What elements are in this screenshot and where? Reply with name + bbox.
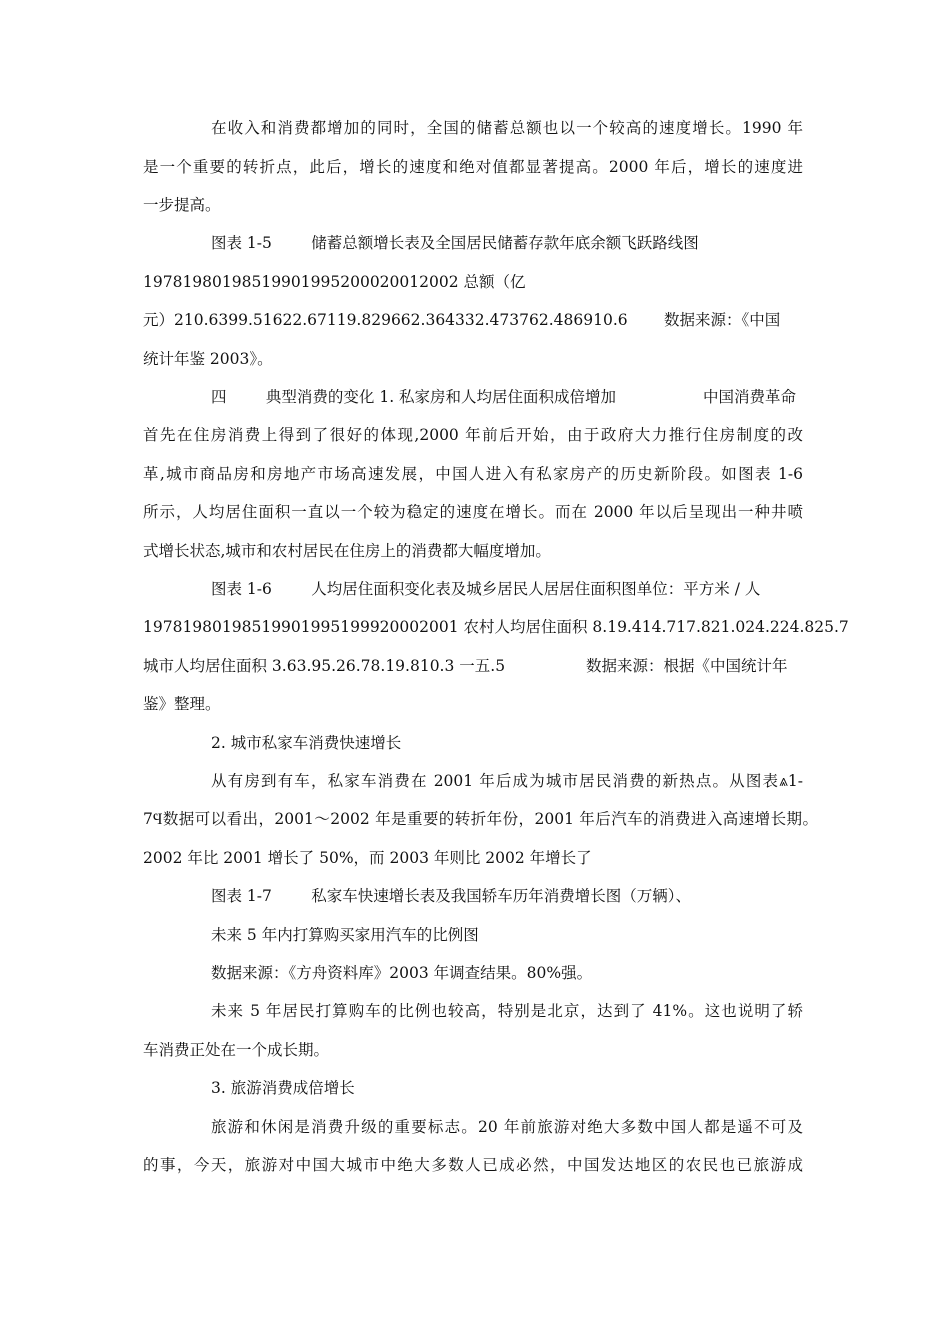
text-line: 车消费正处在一个成长期。 [143,1041,330,1059]
source-note: 数据来源：根据《中国统计年 [586,657,788,675]
text-line: 旅游和休闲是消费升级的重要标志。20 年前旅游对绝大多数中国人都是遥不可及 [211,1118,803,1136]
text-line: 一步提高。 [143,196,221,214]
table-data-line: 元）210.6399.51622.67119.829662.364332.473762.486910.6 [143,311,628,329]
text-line: 的事，今天，旅游对中国大城市中绝大多数人已成必然，中国发达地区的农民也已旅游成 [143,1156,803,1174]
figure-caption: 图表 1-6 人均居住面积变化表及城乡居民人居居住面积图单位：平方米 / 人 [211,580,761,598]
figure-caption: 未来 5 年内打算购买家用汽车的比例图 [211,926,479,944]
table-data-line: 19781980198519901995200020012002 总额（亿 [143,273,526,291]
source-note: 数据来源：《方舟资料库》2003 年调查结果。80%强。 [211,964,593,982]
text-line: 中国消费革命 [703,388,797,406]
text-line: 从有房到有车，私家车消费在 2001 年后成为城市居民消费的新热点。从图表⩓1- [211,772,803,790]
text-line: 7Ϥ数据可以看出，2001～2002 年是重要的转折年份，2001 年后汽车的消费进入高速增长期。 [143,810,818,828]
text-line: 鉴》整理。 [143,695,221,713]
text-line: 在收入和消费都增加的同时，全国的储蓄总额也以一个较高的速度增长。1990 年 [211,119,803,137]
section-heading: 四 典型消费的变化 1. 私家房和人均居住面积成倍增加 [211,388,617,406]
text-line: 式增长状态,城市和农村居民在住房上的消费都大幅度增加。 [143,542,551,560]
text-line: 2002 年比 2001 增长了 50%，而 2003 年则比 2002 年增长了 [143,849,592,867]
text-line: 是一个重要的转折点，此后，增长的速度和绝对值都显著提高。2000 年后，增长的速度进 [143,158,803,176]
section-heading: 3. 旅游消费成倍增长 [211,1079,355,1097]
table-data-line: 19781980198519901995199920002001 农村人均居住面积 8.19.414.717.821.024.224.825.7 [143,618,849,636]
text-line: 所示，人均居住面积一直以一个较为稳定的速度在增长。而在 2000 年以后呈现出一种井喷 [143,503,803,521]
source-note: 数据来源：《中国 [664,311,781,329]
text-line: 未来 5 年居民打算购车的比例也较高，特别是北京，达到了 41%。这也说明了轿 [211,1002,803,1020]
text-line: 革,城市商品房和房地产市场高速发展，中国人进入有私家房产的历史新阶段。如图表 1-6 [143,465,803,483]
figure-caption: 图表 1-5 储蓄总额增长表及全国居民储蓄存款年底余额飞跃路线图 [211,234,699,252]
section-heading: 2. 城市私家车消费快速增长 [211,734,402,752]
text-line: 首先在住房消费上得到了很好的体现,2000 年前后开始，由于政府大力推行住房制度的改 [143,426,803,444]
text-line: 统计年鉴 2003》。 [143,350,273,368]
table-data-line: 城市人均居住面积 3.63.95.26.78.19.810.3 一五.5 [143,657,506,675]
figure-caption: 图表 1-7 私家车快速增长表及我国轿车历年消费增长图（万辆）、 [211,887,692,905]
